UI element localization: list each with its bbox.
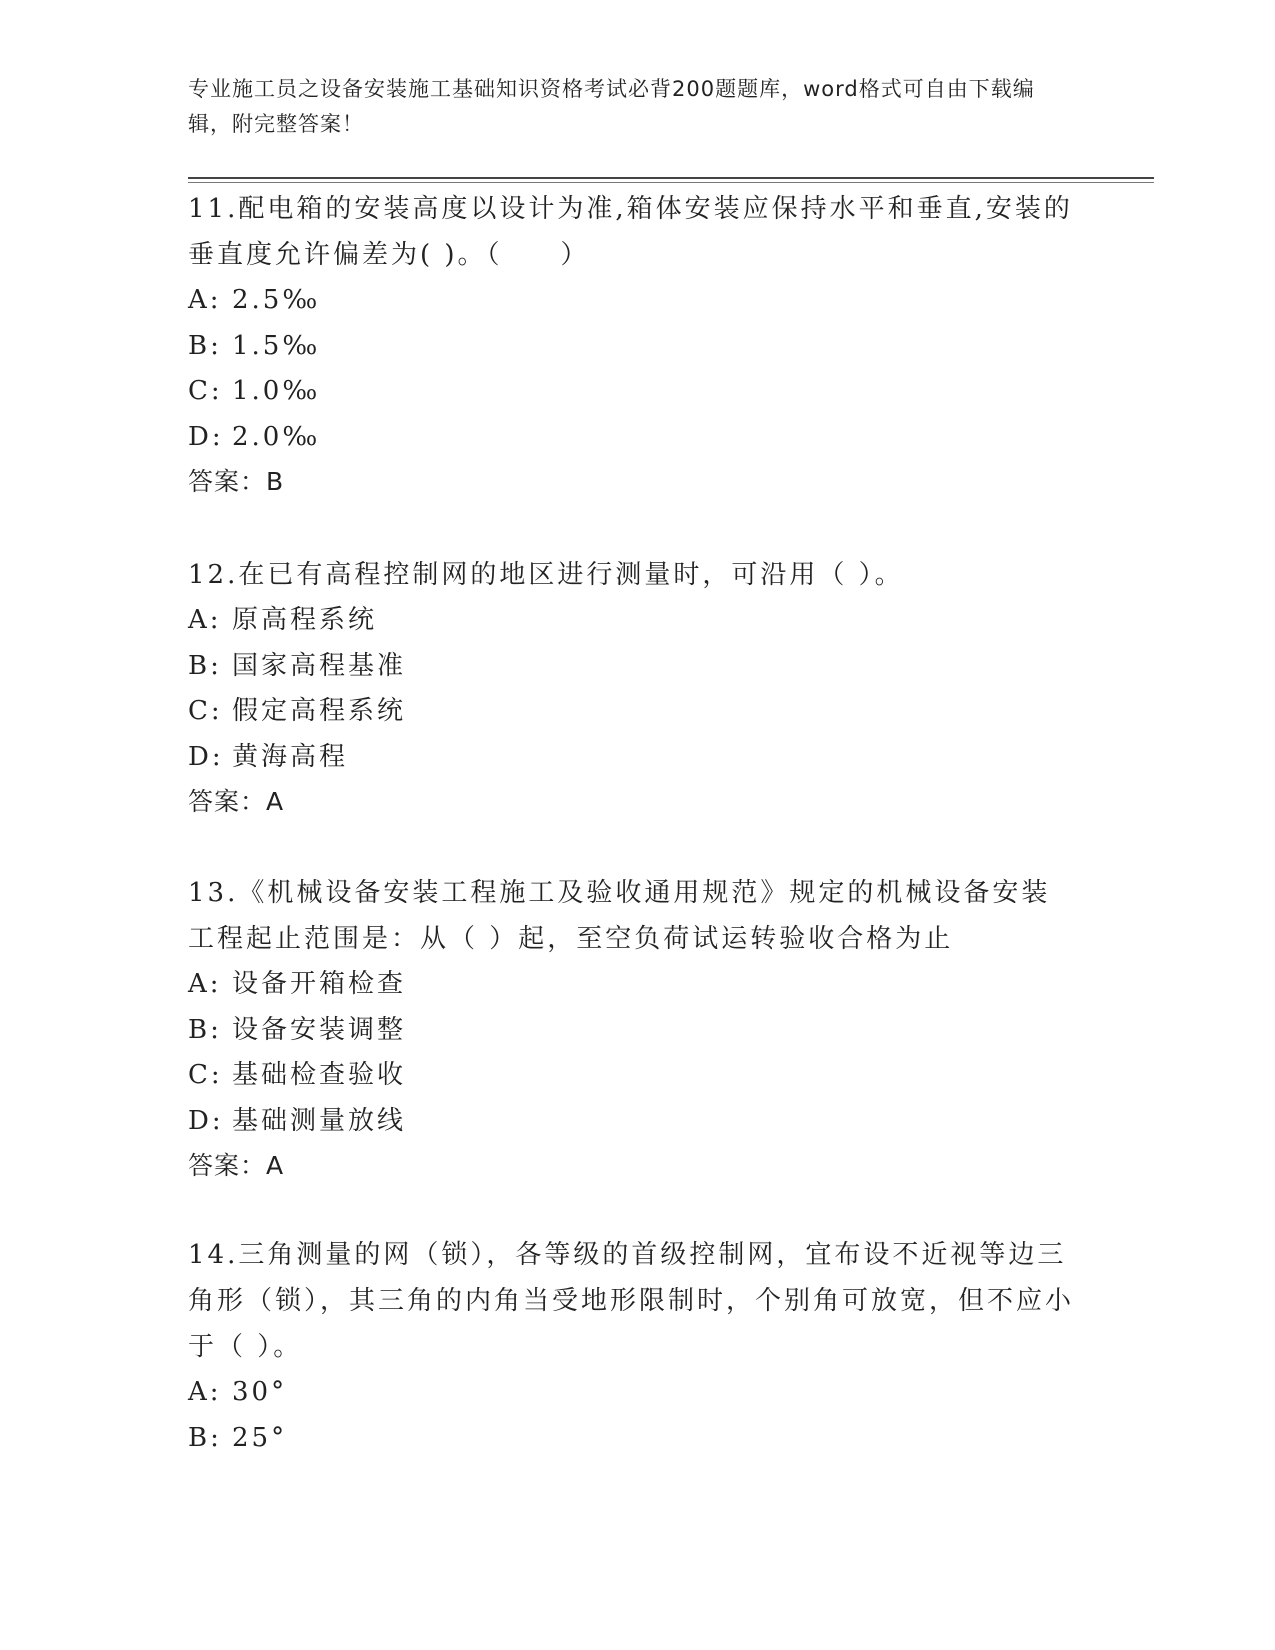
option-key: B:: [188, 330, 222, 361]
option-b: [188, 324, 1078, 370]
option-text: 假定高程系统: [232, 696, 407, 726]
option-key: B:: [188, 650, 222, 681]
option-text: 1.5‰: [232, 330, 321, 361]
option-text: 基础测量放线: [232, 1105, 407, 1136]
question-stem: 13.《机械设备安装工程施工及验收通用规范》规定的机械设备安装工程起止范围是：从（ ）起，至空负荷试运转验收合格为止: [188, 878, 1051, 954]
option-text: 25°: [232, 1422, 288, 1453]
header-divider-thin: [188, 182, 1154, 183]
option-text: 30°: [232, 1377, 288, 1407]
option-key: A:: [188, 605, 222, 635]
option-key: D:: [188, 1105, 224, 1136]
question-14: [188, 1232, 1078, 1461]
option-d: [188, 415, 1078, 461]
option-key: A:: [188, 1377, 222, 1407]
option-text: 基础检查验收: [232, 1060, 407, 1090]
option-text: 原高程系统: [232, 605, 378, 635]
option-key: A:: [188, 969, 222, 999]
option-key: B:: [188, 1014, 222, 1045]
answer-label: 答案：A: [188, 1151, 285, 1180]
option-key: D:: [188, 421, 224, 452]
option-a: [188, 278, 1078, 324]
option-c: [188, 1053, 1078, 1099]
option-key: C:: [188, 696, 223, 726]
question-stem: 14.三角测量的网（锁），各等级的首级控制网，宜布设不近视等边三角形（锁），其三角的内角当受地形限制时，个别角可放宽，但不应小于（ ）。: [188, 1240, 1075, 1362]
option-c: [188, 369, 1078, 415]
option-text: 设备安装调整: [232, 1014, 407, 1045]
option-a: [188, 1370, 1078, 1416]
option-a: [188, 598, 1078, 644]
option-text: 1.0‰: [232, 376, 321, 406]
option-key: A:: [188, 285, 222, 315]
answer-label: 答案：B: [188, 467, 285, 496]
option-d: [188, 1099, 1078, 1145]
question-13: [188, 870, 1078, 1188]
question-12: [188, 552, 1078, 824]
option-b: [188, 644, 1078, 690]
question-stem: 12.在已有高程控制网的地区进行测量时，可沿用（ ）。: [188, 560, 904, 590]
option-d: [188, 735, 1078, 781]
question-stem: 11.配电箱的安装高度以设计为准,箱体安装应保持水平和垂直,安装的垂直度允许偏差为( )。（ ）: [188, 194, 1073, 270]
option-c: [188, 689, 1078, 735]
option-a: [188, 962, 1078, 1008]
option-b: [188, 1008, 1078, 1054]
option-key: C:: [188, 1060, 223, 1090]
option-text: 2.5‰: [232, 285, 321, 315]
option-text: 设备开箱检查: [232, 969, 407, 999]
option-text: 黄海高程: [232, 741, 349, 772]
header-divider-thick: [188, 177, 1154, 179]
answer-label: 答案：A: [188, 787, 285, 816]
option-b: [188, 1416, 1078, 1462]
option-key: D:: [188, 741, 224, 772]
option-text: 2.0‰: [232, 421, 321, 452]
document-header: 专业施工员之设备安装施工基础知识资格考试必背200题题库，word格式可自由下载编辑，附完整答案！: [188, 77, 1035, 136]
option-key: C:: [188, 376, 223, 406]
question-11: [188, 186, 1078, 504]
option-key: B:: [188, 1422, 222, 1453]
option-text: 国家高程基准: [232, 650, 407, 681]
